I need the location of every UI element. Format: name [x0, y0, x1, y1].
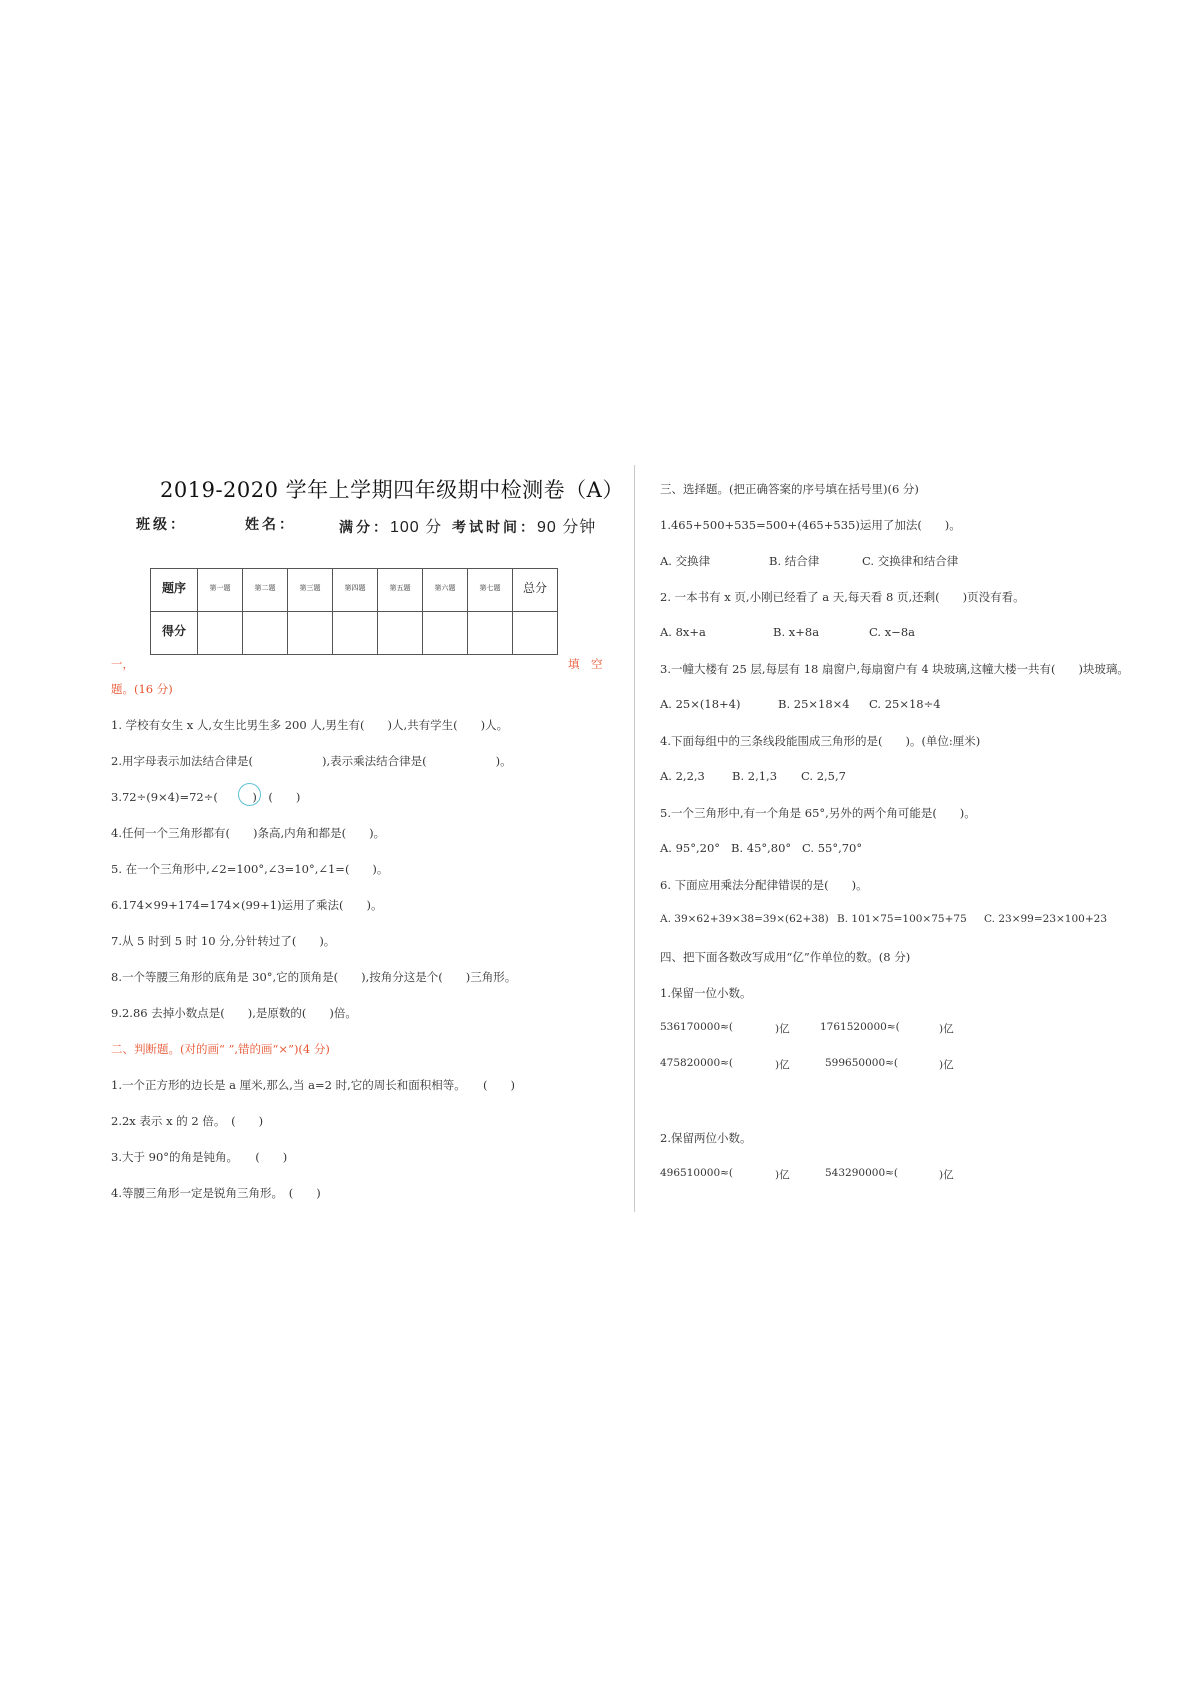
- judge-question-4: 4.等腰三角形一定是锐角三角形。 ( ): [111, 1186, 321, 1200]
- choice-5-option-b: B. 45°,80°: [731, 841, 792, 855]
- section4-title: 四、把下面各数改写成用“亿”作单位的数。(8 分): [660, 950, 911, 964]
- section1-title-right: 填 空: [568, 657, 603, 671]
- choice-3-option-c: C. 25×18÷4: [869, 697, 941, 711]
- score-cell: [288, 612, 333, 655]
- section2-title: 二、判断题。(对的画“ ”,错的画“×”)(4 分): [111, 1042, 330, 1056]
- choice-4-option-c: C. 2,5,7: [801, 769, 846, 783]
- score-cell-total: [513, 612, 558, 655]
- choice-5-option-a: A. 95°,20°: [660, 841, 721, 855]
- convert-item-6-number: 543290000≈(: [825, 1167, 899, 1179]
- choice-3-option-a: A. 25×(18+4): [660, 697, 741, 711]
- class-label: 班级：: [136, 517, 187, 533]
- choice-5-option-c: C. 55°,70°: [802, 841, 863, 855]
- choice-question-5: 5.一个三角形中,有一个角是 65°,另外的两个角可能是( )。: [660, 806, 976, 820]
- choice-2-option-a: A. 8x+a: [660, 625, 706, 639]
- score-cell: [378, 612, 423, 655]
- column-divider: [634, 465, 635, 1212]
- choice-1-option-a: A. 交换律: [660, 554, 711, 568]
- score-cell: [333, 612, 378, 655]
- choice-question-6: 6. 下面应用乘法分配律错误的是( )。: [660, 878, 868, 892]
- column-q7: 第七题: [468, 569, 513, 612]
- fill-question-8: 8.一个等腰三角形的底角是 30°,它的顶角是( ),按角分这是个( )三角形。: [111, 970, 517, 984]
- annotation-circle-icon: [238, 783, 261, 806]
- score-table: [150, 568, 558, 655]
- score-cell: [468, 612, 513, 655]
- full-score-value: 100 分: [390, 519, 443, 536]
- column-q1: 第一题: [198, 569, 243, 612]
- score-table-header-row: [151, 569, 558, 612]
- full-score-label: 满分：: [339, 520, 390, 536]
- convert-item-5-number: 496510000≈(: [660, 1167, 734, 1179]
- convert-item-4-number: 599650000≈(: [825, 1057, 899, 1069]
- score-label: 得分: [151, 612, 198, 655]
- column-q5: 第五题: [378, 569, 423, 612]
- exam-time-label: 考试时间：: [452, 520, 537, 536]
- section1-title-left: 一，: [111, 657, 134, 671]
- column-q6: 第六题: [423, 569, 468, 612]
- convert-item-5-unit: )亿: [775, 1169, 790, 1181]
- convert-item-4-unit: )亿: [939, 1059, 954, 1071]
- choice-6-option-c: C. 23×99=23×100+23: [984, 913, 1108, 925]
- column-q2: 第二题: [243, 569, 288, 612]
- section4-part2-label: 2.保留两位小数。: [660, 1131, 752, 1145]
- exam-title: 2019-2020 学年上学期四年级期中检测卷（A）: [160, 478, 624, 502]
- score-cell: [243, 612, 288, 655]
- choice-6-option-a: A. 39×62+39×38=39×(62+38): [660, 913, 829, 925]
- full-score: [339, 514, 442, 537]
- choice-question-4: 4.下面每组中的三条线段能围成三角形的是( )。(单位:厘米): [660, 734, 981, 748]
- judge-question-2: 2.2x 表示 x 的 2 倍。 ( ): [111, 1114, 264, 1128]
- convert-item-1-number: 536170000≈(: [660, 1021, 734, 1033]
- name-label: 姓名：: [245, 517, 296, 533]
- score-cell: [423, 612, 468, 655]
- judge-question-1: 1.一个正方形的边长是 a 厘米,那么,当 a=2 时,它的周长和面积相等。 ( ): [111, 1078, 515, 1092]
- choice-question-2: 2. 一本书有 x 页,小刚已经看了 a 天,每天看 8 页,还剩( )页没有看。: [660, 590, 1025, 604]
- fill-question-2: 2.用字母表示加法结合律是( ),表示乘法结合律是( )。: [111, 754, 512, 768]
- choice-question-1: 1.465+500+535=500+(465+535)运用了加法( )。: [660, 518, 961, 532]
- choice-4-option-a: A. 2,2,3: [660, 769, 705, 783]
- choice-2-option-c: C. x−8a: [869, 625, 915, 639]
- choice-1-option-b: B. 结合律: [769, 554, 820, 568]
- fill-question-1: 1. 学校有女生 x 人,女生比男生多 200 人,男生有( )人,共有学生( )人。: [111, 718, 509, 732]
- convert-item-3-number: 475820000≈(: [660, 1057, 734, 1069]
- convert-item-2-unit: )亿: [939, 1023, 954, 1035]
- fill-question-6: 6.174×99+174=174×(99+1)运用了乘法( )。: [111, 898, 383, 912]
- judge-question-3: 3.大于 90°的角是钝角。 ( ): [111, 1150, 288, 1164]
- fill-question-5: 5. 在一个三角形中,∠2=100°,∠3=10°,∠1=( )。: [111, 862, 389, 876]
- fill-question-4: 4.任何一个三角形都有( )条高,内角和都是( )。: [111, 826, 386, 840]
- section1-title-line2: 题。(16 分): [111, 682, 173, 696]
- exam-time: [452, 514, 596, 537]
- section3-title: 三、选择题。(把正确答案的序号填在括号里)(6 分): [660, 482, 919, 496]
- choice-3-option-b: B. 25×18×4: [778, 697, 850, 711]
- column-q4: 第四题: [333, 569, 378, 612]
- question-order-label: 题序: [151, 569, 198, 612]
- fill-question-9: 9.2.86 去掉小数点是( ),是原数的( )倍。: [111, 1006, 357, 1020]
- fill-question-3: 3.72÷(9×4)=72÷( ) ( ): [111, 790, 301, 804]
- choice-6-option-b: B. 101×75=100×75+75: [837, 913, 967, 925]
- section4-part1-label: 1.保留一位小数。: [660, 986, 752, 1000]
- choice-2-option-b: B. x+8a: [773, 625, 820, 639]
- convert-item-2-number: 1761520000≈(: [820, 1021, 900, 1033]
- score-table-score-row: [151, 612, 558, 655]
- convert-item-3-unit: )亿: [775, 1059, 790, 1071]
- exam-time-value: 90 分钟: [537, 519, 597, 536]
- choice-4-option-b: B. 2,1,3: [732, 769, 778, 783]
- choice-question-3: 3.一幢大楼有 25 层,每层有 18 扇窗户,每扇窗户有 4 块玻璃,这幢大楼一共有( )块玻璃。: [660, 662, 1129, 676]
- fill-question-7: 7.从 5 时到 5 时 10 分,分针转过了( )。: [111, 934, 336, 948]
- column-q3: 第三题: [288, 569, 333, 612]
- column-total: 总分: [513, 569, 558, 612]
- score-cell: [198, 612, 243, 655]
- convert-item-1-unit: )亿: [775, 1023, 790, 1035]
- choice-1-option-c: C. 交换律和结合律: [862, 554, 959, 568]
- convert-item-6-unit: )亿: [939, 1169, 954, 1181]
